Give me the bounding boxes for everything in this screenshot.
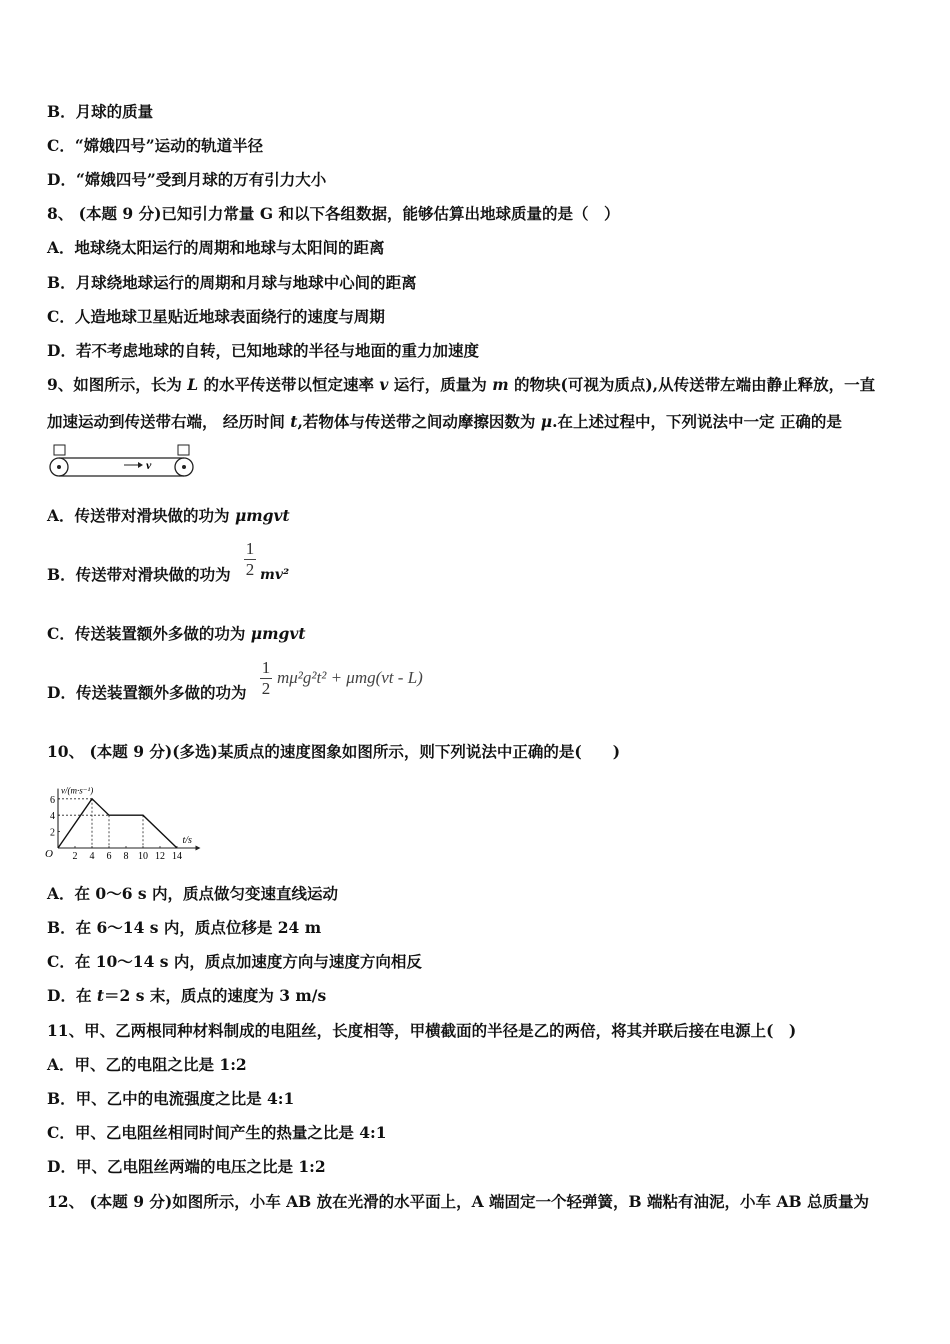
- q9-option-b: B．传送带对滑块做的功为: [47, 565, 231, 584]
- q9b-expression: mv²: [260, 567, 290, 583]
- velocity-time-chart: [40, 770, 210, 865]
- belt-velocity-label: v: [146, 458, 152, 472]
- x-tick-label: 4: [89, 851, 95, 862]
- x-tick-label: 6: [106, 851, 112, 862]
- q11-option-d: D．甲、乙电阻丝两端的电压之比是 1:2: [47, 1157, 326, 1176]
- conveyor-belt-figure: [44, 444, 200, 484]
- q9-option-a: A．传送带对滑块做的功为 μmgvt: [47, 506, 290, 525]
- q9-option-c: C．传送装置额外多做的功为 μmgvt: [47, 624, 306, 643]
- q8-option-a: A．地球绕太阳运行的周期和地球与太阳间的距离: [47, 238, 385, 257]
- x-tick-label: 10: [138, 851, 148, 862]
- velocity-series-line: [58, 799, 177, 848]
- q11-option-c: C．甲、乙电阻丝相同时间产生的热量之比是 4:1: [47, 1123, 387, 1142]
- q8-option-d: D．若不考虑地球的自转，已知地球的半径与地面的重力加速度: [47, 341, 479, 360]
- x-tick-label: 12: [155, 851, 165, 862]
- y-tick-label: 6: [50, 794, 55, 806]
- q9-stem-line2: 加速运动到传送带右端， 经历时间 t,若物体与传送带之间动摩擦因数为 μ.在上述过程中，下列说法中一定 正确的是: [47, 412, 842, 431]
- q10-option-b: B．在 6～14 s 内，质点位移是 24 m: [47, 918, 322, 937]
- q10-stem: 10、 (本题 9 分)(多选)某质点的速度图象如图所示，则下列说法中正确的是( ): [47, 742, 621, 761]
- x-tick-label: 8: [123, 851, 129, 862]
- q9d-expression: mμ²g²t² + μmg(vt - L): [277, 668, 423, 687]
- q7-option-b: B．月球的质量: [47, 102, 154, 121]
- q9b-fraction: $\frac{1}{2}$: [245, 539, 255, 579]
- y-tick-label: 2: [50, 827, 55, 839]
- q7-option-d: D．“嫦娥四号”受到月球的万有引力大小: [47, 170, 327, 189]
- q12-stem: 12、 (本题 9 分)如图所示，小车 AB 放在光滑的水平面上，A 端固定一个轻弹簧，B 端粘有油泥，小车 AB 总质量为: [47, 1192, 869, 1211]
- block-left: [54, 445, 65, 455]
- q8-option-b: B．月球绕地球运行的周期和月球与地球中心间的距离: [47, 273, 417, 292]
- origin-label: O: [45, 848, 53, 860]
- x-tick-label: 14: [172, 851, 182, 862]
- q9-stem-line1: 9、如图所示，长为 L 的水平传送带以恒定速率 v 运行，质量为 m 的物块(可视为质点),从传送带左端由静止释放，一直: [47, 375, 876, 394]
- x-axis-label: t/s: [182, 835, 192, 846]
- block-right: [178, 445, 189, 455]
- q8-option-c: C．人造地球卫星贴近地球表面绕行的速度与周期: [47, 307, 385, 326]
- y-axis-label: v/(m·s⁻¹): [61, 785, 94, 796]
- x-axis-arrow: [196, 846, 201, 851]
- x-tick-label: 2: [72, 851, 78, 862]
- q10-option-a: A．在 0～6 s 内，质点做匀变速直线运动: [47, 884, 339, 903]
- q11-stem: 11、甲、乙两根同种材料制成的电阻丝，长度相等，甲横截面的半径是乙的两倍，将其并联后接在电源上( ): [47, 1021, 797, 1040]
- q9d-fraction: $\frac{1}{2}$: [261, 658, 271, 698]
- q10-option-d: D．在 t＝2 s 末，质点的速度为 3 m/s: [47, 986, 327, 1005]
- q8-stem: 8、 (本题 9 分)已知引力常量 G 和以下各组数据，能够估算出地球质量的是（ ）: [47, 204, 620, 223]
- y-tick-label: 4: [50, 811, 55, 823]
- q10-option-c: C．在 10～14 s 内，质点加速度方向与速度方向相反: [47, 952, 422, 971]
- q9-option-d: D．传送装置额外多做的功为: [47, 683, 247, 702]
- q11-option-a: A．甲、乙的电阻之比是 1:2: [47, 1055, 247, 1074]
- q7-option-c: C．“嫦娥四号”运动的轨道半径: [47, 136, 264, 155]
- q11-option-b: B．甲、乙中的电流强度之比是 4:1: [47, 1089, 295, 1108]
